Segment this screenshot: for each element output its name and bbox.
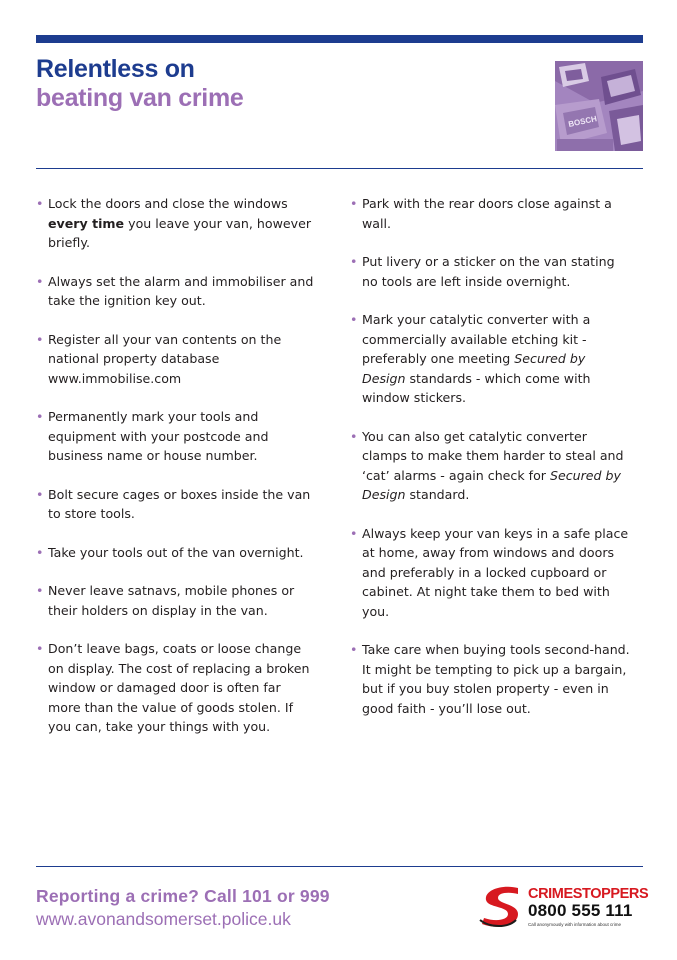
tip-item: • Always set the alarm and immobiliser and take the ignition key out. [36, 272, 316, 311]
tip-item: • Bolt secure cages or boxes inside the van to store tools. [36, 485, 316, 524]
tip-item: • Always keep your van keys in a safe place at home, away from windows and doors and preferably in a locked cupboard or cabinet. At night take them to bed with you. [350, 524, 630, 622]
header-top-bar [36, 35, 643, 43]
tip-item: • Take care when buying tools second-hand. It might be tempting to pick up a bargain, but if you buy stolen property - even in good faith - you’ll lose out. [350, 640, 630, 718]
tip-item: • You can also get catalytic converter clamps to make them harder to steal and ‘cat’ alarms - again check for Secured by Design standard. [350, 427, 630, 505]
page-title [36, 55, 243, 113]
report-crime-call: Reporting a crime? Call 101 or 999 [36, 886, 330, 906]
tip-item: • Never leave satnavs, mobile phones or their holders on display in the van. [36, 581, 316, 620]
bosch-label: BOSCH [567, 114, 598, 129]
title-line-2: beating van crime [36, 84, 244, 112]
tips-right-column [350, 194, 630, 718]
tip-item: • Permanently mark your tools and equipment with your postcode and business name or house number. [36, 407, 316, 466]
crimestoppers-phone: 0800 555 111 [528, 901, 633, 920]
tip-item: • Mark your catalytic converter with a commercially available etching kit - preferably one meeting Secured by Design standards - which come with window stickers. [350, 310, 630, 408]
title-line-1: Relentless on [36, 55, 195, 83]
power-tools-photo [555, 61, 643, 151]
crimestoppers-logo [478, 884, 648, 934]
police-website-link[interactable]: www.avonandsomerset.police.uk [36, 909, 291, 929]
footer-divider [36, 866, 643, 867]
header-divider [36, 168, 643, 169]
tip-item: • Put livery or a sticker on the van stating no tools are left inside overnight. [350, 252, 630, 291]
tip-item: • Don’t leave bags, coats or loose change on display. The cost of replacing a broken window or damaged door is often far more than the value of goods stolen. If you can, take your things with you. [36, 639, 316, 737]
tip-item: • Take your tools out of the van overnight. [36, 543, 316, 563]
tools-photo-illustration [555, 61, 643, 151]
crimestoppers-name: CRIMESTOPPERS [528, 886, 649, 902]
tip-item: • Lock the doors and close the windows every time you leave your van, however briefly. [36, 194, 316, 253]
tip-item: • Park with the rear doors close against a wall. [350, 194, 630, 233]
crimestoppers-tagline: Call anonymously with information about crime [528, 922, 622, 927]
tips-left-column [36, 194, 316, 737]
tip-item: • Register all your van contents on the national property database www.immobilise.com [36, 330, 316, 389]
crimestoppers-swoosh-icon [478, 884, 526, 930]
